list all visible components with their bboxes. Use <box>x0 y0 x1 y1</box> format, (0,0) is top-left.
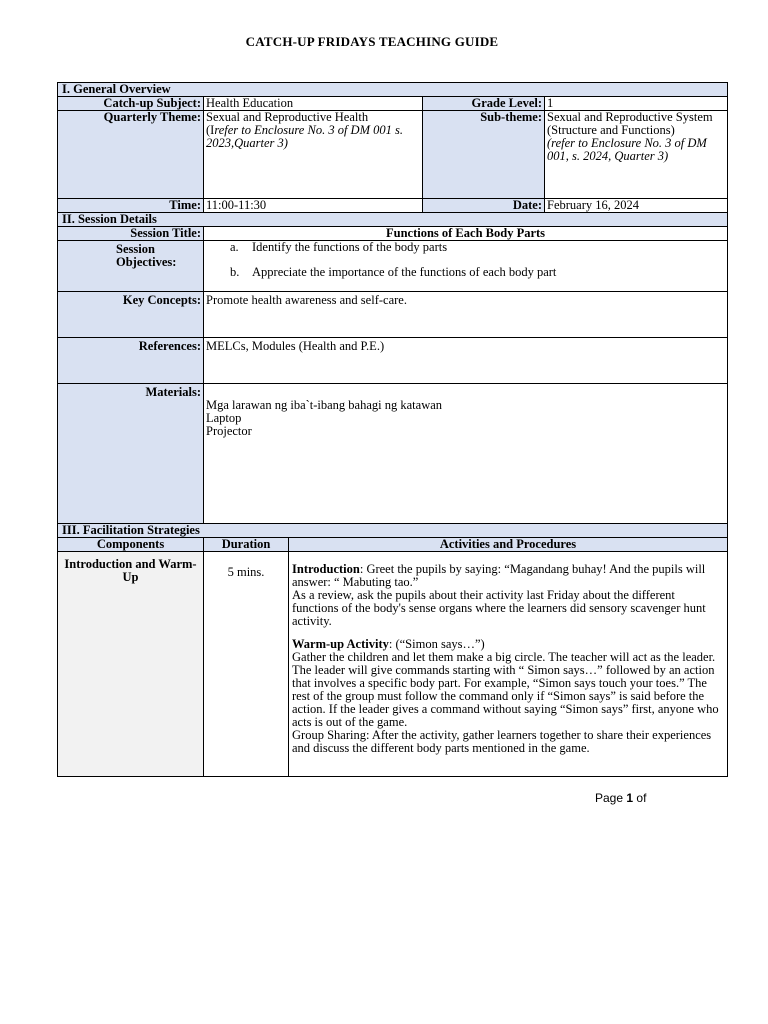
date-label: Date: <box>423 199 545 213</box>
material-item: Mga larawan ng iba`t-ibang bahagi ng katawan <box>206 398 443 412</box>
warmup-label: Warm-up Activity <box>292 637 389 651</box>
theme-reference: refer to Enclosure No. 3 of DM 001 s. 2023,Quarter 3) <box>206 123 403 150</box>
intro-label: Introduction <box>292 562 360 576</box>
theme-label: Quarterly Theme: <box>58 111 204 199</box>
page-footer <box>595 791 646 805</box>
section-header-session: II. Session Details <box>58 213 728 227</box>
objectives-value <box>204 241 728 292</box>
materials-value <box>204 384 728 524</box>
references-value: MELCs, Modules (Health and P.E.) <box>204 338 728 384</box>
section-header-general: I. General Overview <box>58 83 728 97</box>
page-of-label: of <box>636 791 647 805</box>
activities-content <box>289 552 728 777</box>
warmup-text: Gather the children and let them make a big circle. The teacher will act as the leader. The leader will give commands starting with “ Simon says…” followed by an action that involves a specific body part. For example, “Simon says touch your toes.” The rest of the group must follow the command only if “Simon says” is said before the action. If the leader gives a command without saying “Simon says” first, anyone who acts is out of the game. <box>292 650 719 729</box>
concepts-label: Key Concepts: <box>58 292 204 338</box>
theme-value <box>204 111 423 199</box>
objectives-label: Session Objectives: <box>58 241 204 292</box>
subtheme-label: Sub-theme: <box>423 111 545 199</box>
subtheme-value <box>545 111 728 199</box>
material-item: Laptop <box>206 411 242 425</box>
group-sharing-text: Group Sharing: After the activity, gather learners together to share their experiences and discuss the different body parts mentioned in the game. <box>292 728 712 755</box>
objective-item: a. Identify the functions of the body parts <box>230 240 448 254</box>
objective-item: b. Appreciate the importance of the functions of each body part <box>230 265 557 279</box>
page-label: Page <box>595 791 624 805</box>
document-title: CATCH-UP FRIDAYS TEACHING GUIDE <box>245 34 499 49</box>
column-header-activities: Activities and Procedures <box>289 538 728 552</box>
teaching-guide-table <box>57 82 728 777</box>
intro-text: : Greet the pupils by saying: “Magandang buhay! And the pupils will answer: “ Mabuting tao.” <box>292 562 706 589</box>
materials-label: Materials: <box>58 384 204 524</box>
date-value: February 16, 2024 <box>545 199 728 213</box>
subtheme-main: Sexual and Reproductive System (Structure and Functions) <box>547 110 713 137</box>
grade-label: Grade Level: <box>423 97 545 111</box>
subject-label: Catch-up Subject: <box>58 97 204 111</box>
component-name: Introduction and Warm-Up <box>58 552 204 777</box>
column-header-components: Components <box>58 538 204 552</box>
duration-value: 5 mins. <box>204 552 289 777</box>
column-header-duration: Duration <box>204 538 289 552</box>
references-label: References: <box>58 338 204 384</box>
section-header-facilitation: III. Facilitation Strategies <box>58 524 728 538</box>
review-text: As a review, ask the pupils about their activity last Friday about the different functions of the body's sense organs where the learners did sensory scavenger hunt activity. <box>292 588 706 628</box>
page-number: 1 <box>626 791 634 805</box>
subtheme-reference: (refer to Enclosure No. 3 of DM 001, s. 2024, Quarter 3) <box>547 136 707 163</box>
theme-main: Sexual and Reproductive Health <box>206 110 369 124</box>
session-title-label: Session Title: <box>58 227 204 241</box>
grade-value: 1 <box>545 97 728 111</box>
time-label: Time: <box>58 199 204 213</box>
theme-paren: (I <box>206 123 215 137</box>
subject-value: Health Education <box>204 97 423 111</box>
material-item: Projector <box>206 424 252 438</box>
session-title-value: Functions of Each Body Parts <box>204 227 728 241</box>
warmup-intro: : (“Simon says…”) <box>388 637 485 651</box>
concepts-value: Promote health awareness and self-care. <box>204 292 728 338</box>
time-value: 11:00-11:30 <box>204 199 423 213</box>
